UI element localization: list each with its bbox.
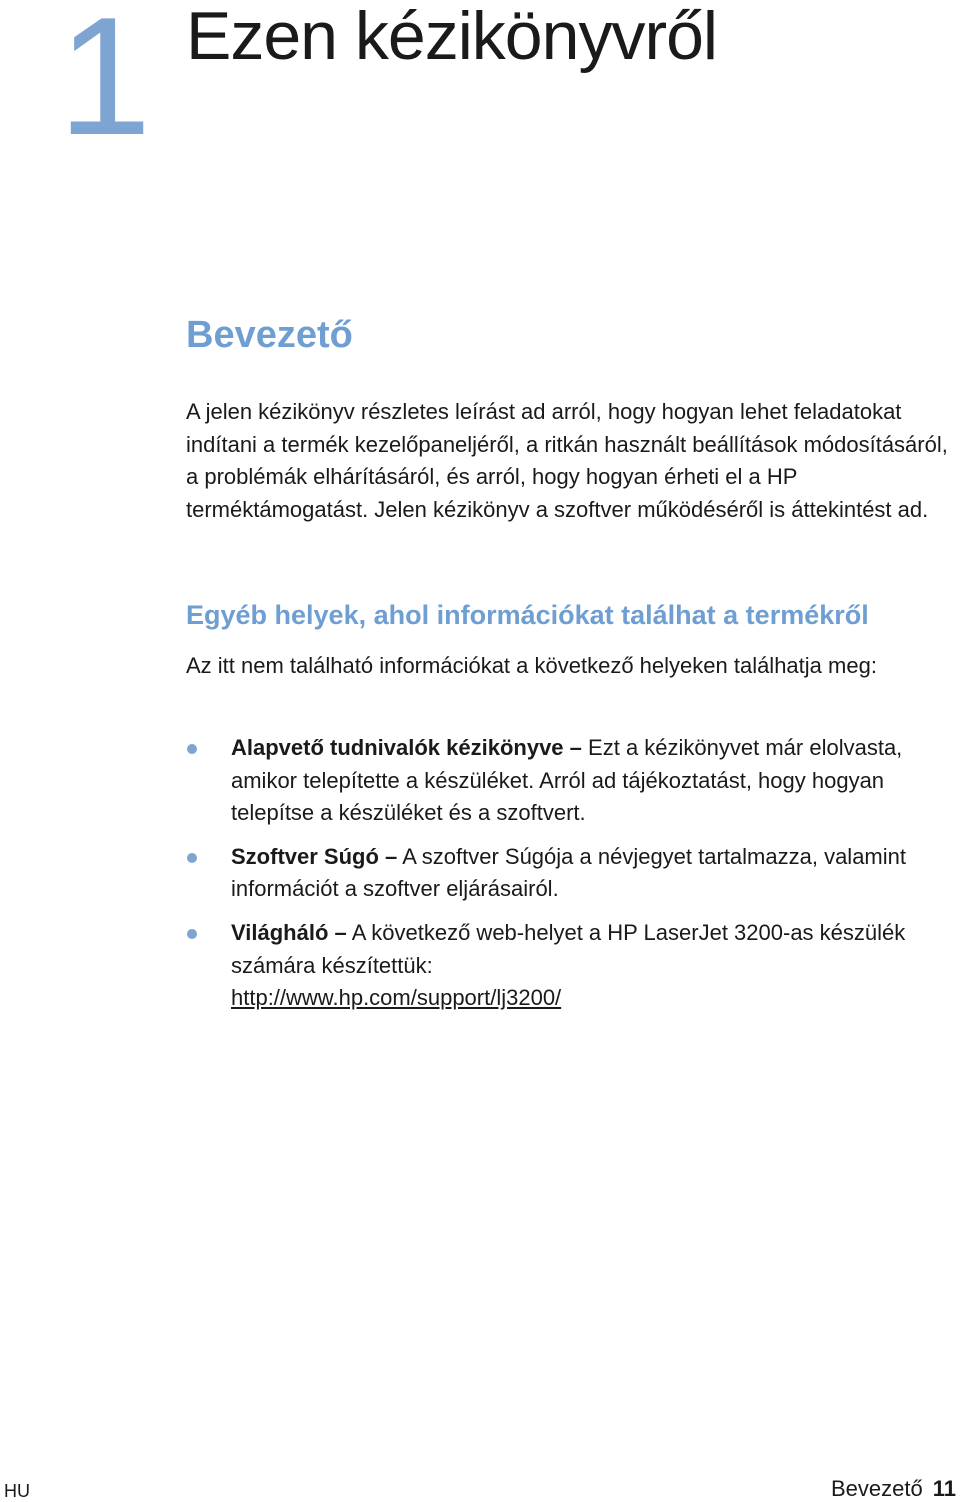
footer-language: HU <box>4 1481 30 1501</box>
page-number: 11 <box>932 1476 956 1501</box>
intro-paragraph: A jelen kézikönyv részletes leírást ad arról, hogy hogyan lehet feladatokat indítani a termék kezelőpaneljéről, a ritkán használt beállítások módosításáról, a problémák elhárításáról, és arról, hogy hogyan érheti el a HP terméktámogatást. Jelen kézikönyv a szoftver működéséről is áttekintést ad. <box>186 399 948 522</box>
footer-page-info <box>831 1477 956 1501</box>
list-item-dash: – <box>385 843 398 869</box>
list-item-term: Alapvető tudnivalók kézikönyve <box>231 735 564 760</box>
list-item-dash: – <box>569 735 582 760</box>
footer-section: Bevezető <box>831 1476 923 1501</box>
bullet-icon <box>187 853 197 863</box>
list-item-text: A következő web-helyet a HP LaserJet 3200-as készülék számára készítettük: <box>231 919 906 978</box>
list-item-text: A szoftver Súgója a névjegyet tartalmazza, valamint információt a szoftver eljárásairól. <box>231 843 906 902</box>
list-item-term: Szoftver Súgó <box>231 843 379 869</box>
section-heading: Bevezető <box>186 314 353 356</box>
list-item-term: Világháló <box>231 919 329 945</box>
list-item-dash: – <box>334 919 347 945</box>
bullet-icon <box>187 744 197 754</box>
list-item <box>186 841 956 906</box>
list-item-text: Ezt a kézikönyvet már elolvasta, amikor telepítette a készüléket. Arról ad tájékoztatást, hogy hogyan telepítse a készüléket és a szoftvert. <box>231 735 903 826</box>
subsection-intro: Az itt nem található információkat a következő helyeken találhatja meg: <box>186 653 877 678</box>
list-item <box>186 732 956 830</box>
chapter-title: Ezen kézikönyvről <box>186 0 718 74</box>
hp-support-link[interactable]: http://www.hp.com/support/lj3200/ <box>231 985 562 1011</box>
info-sources-list <box>186 732 956 1026</box>
subsection-heading: Egyéb helyek, ahol információkat találhat a termékről <box>186 600 869 630</box>
list-item <box>186 917 956 1015</box>
chapter-number: 1 <box>58 0 148 170</box>
bullet-icon <box>187 929 197 939</box>
